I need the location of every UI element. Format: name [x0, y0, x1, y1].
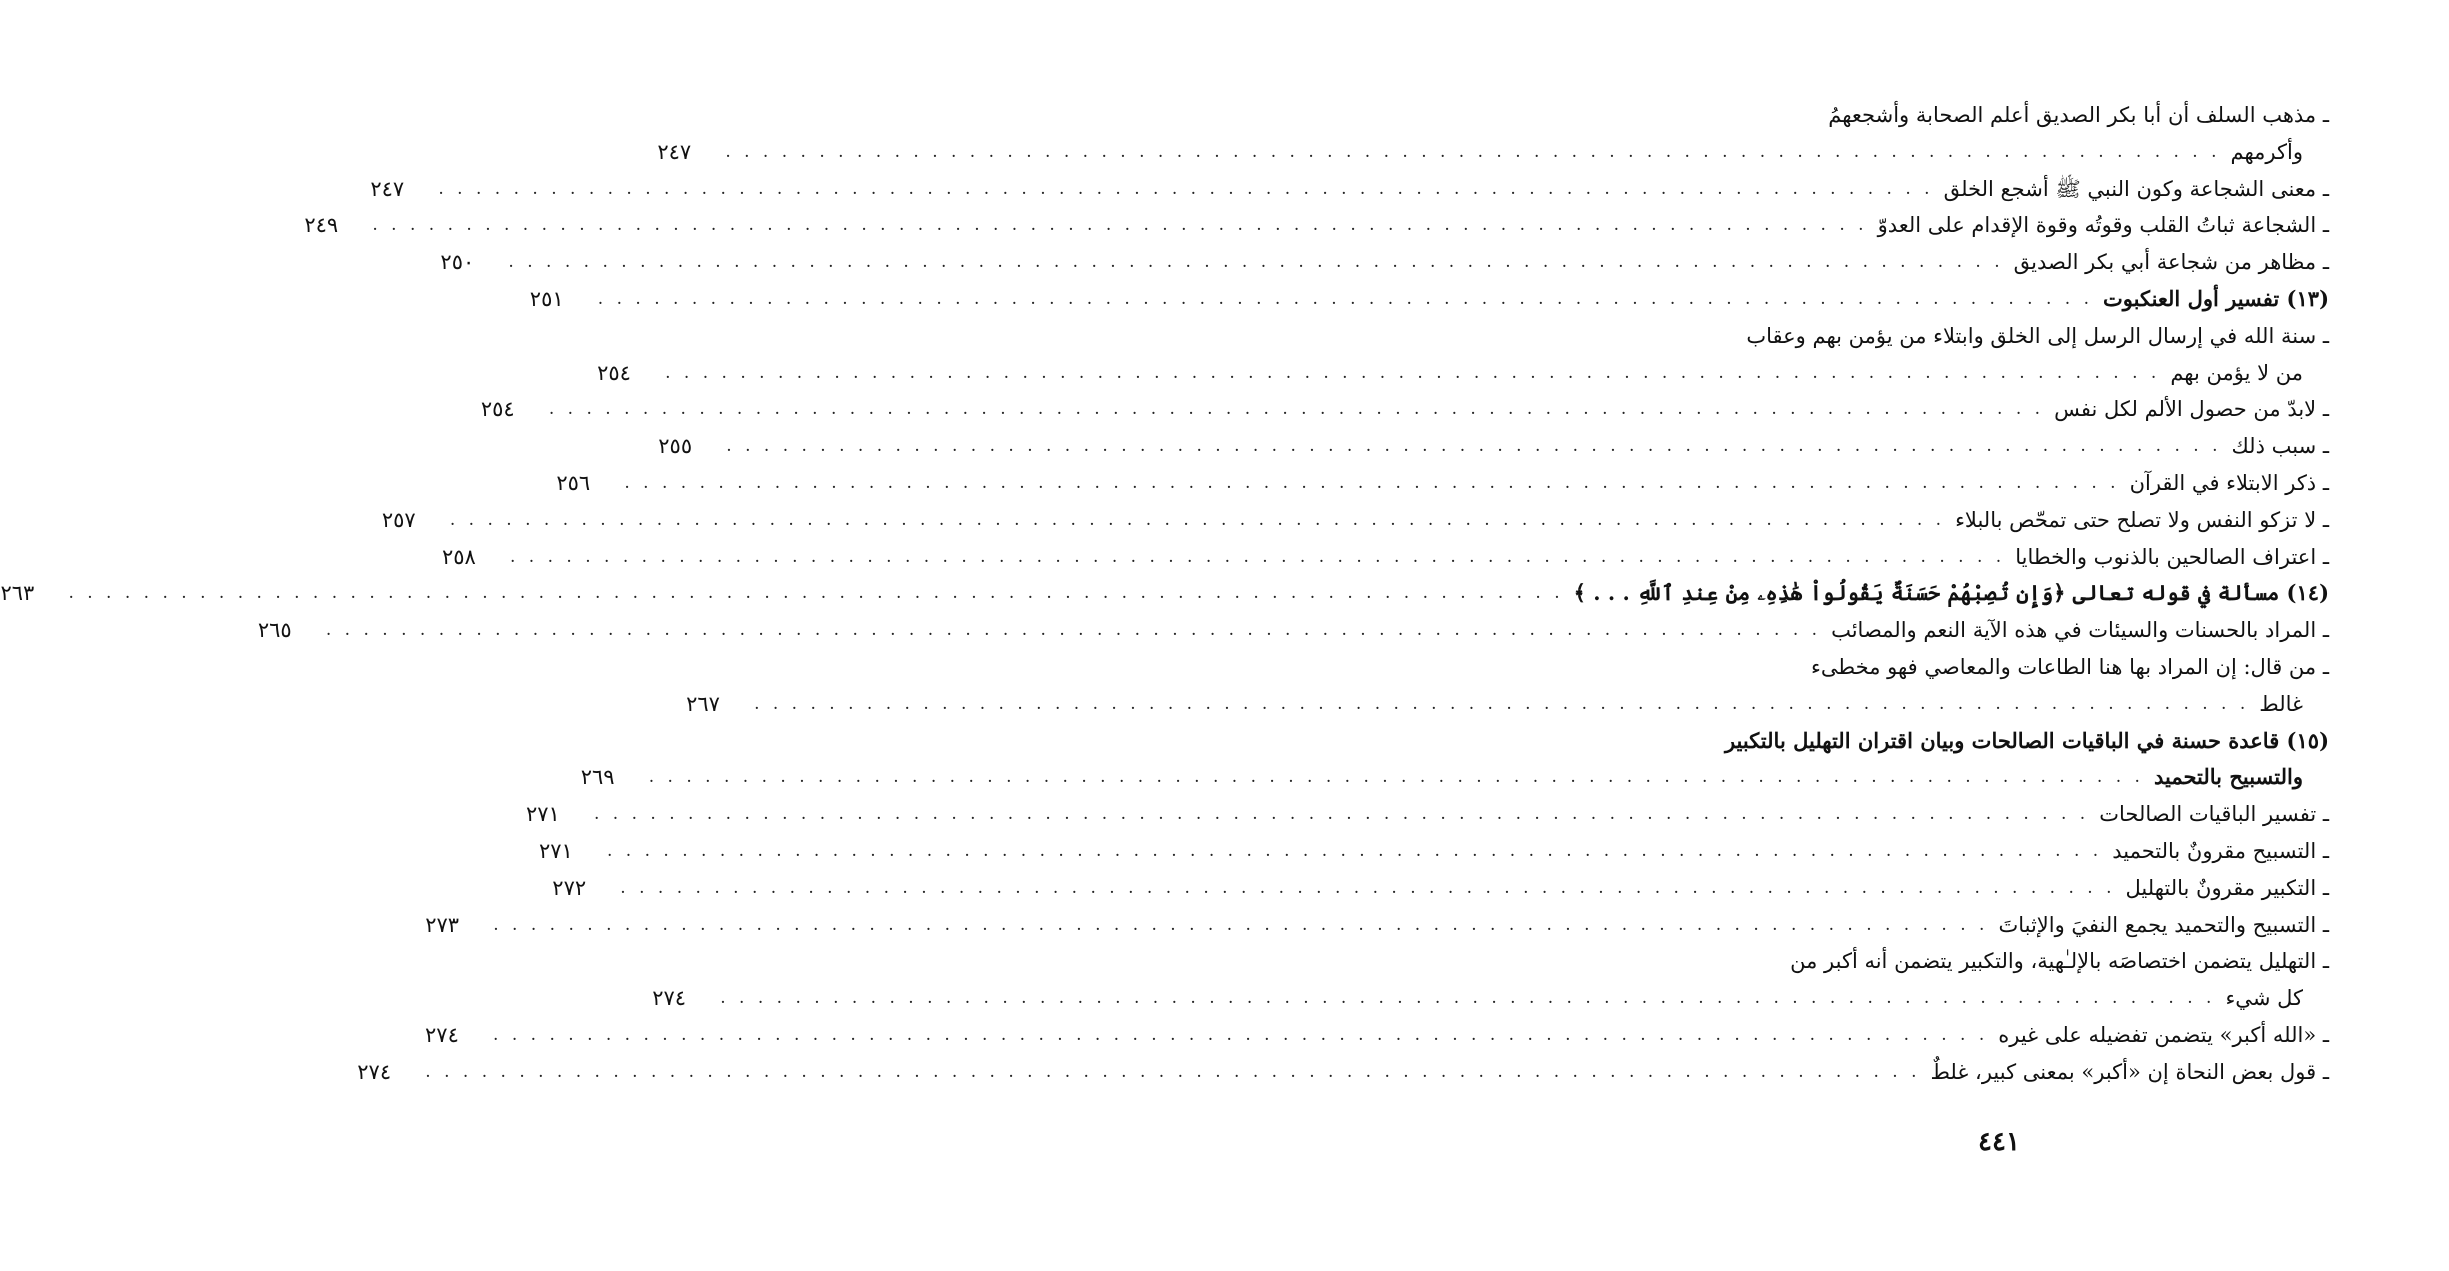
- toc-entry-line: [381, 502, 2329, 539]
- toc-page-number: ٢٧١: [539, 838, 573, 863]
- toc-entry-title: (١٣) تفسير أول العنكبوت: [2103, 285, 2329, 311]
- toc-entry-title: وأكرمهم: [2230, 139, 2303, 164]
- leader-dots: . . . . . . . . . . . . . . . . . . . . . . . . . . . . . . . . . . . . . . . . . . . . . . . . . . . . . . . . . . . . . . . . . . . . . . . . . . . . . . . .: [449, 509, 1946, 530]
- leader-dots: . . . . . . . . . . . . . . . . . . . . . . . . . . . . . . . . . . . . . . . . . . . . . . . . . . . . . . . . . . . . . . . . . . . . . . . . . . . . . . . .: [607, 840, 2103, 861]
- toc-page-number: ٢٥٤: [597, 360, 631, 385]
- toc-entry-title: ـ سنة الله في إرسال الرسل إلى الخلق وابتلاء من يؤمن بهم وعقاب: [1746, 323, 2329, 348]
- leader-dots: . . . . . . . . . . . . . . . . . . . . . . . . . . . . . . . . . . . . . . . . . . . . . . . . . . . . . . . . . . . . . . . . . . . . . . . . . . . . . . . .: [493, 1024, 1989, 1045]
- toc-entry-title: ـ سبب ذلك: [2231, 434, 2329, 459]
- toc-entry-title: ـ لا تزكو النفس ولا تصلح حتى تمحّص بالبلاء: [1955, 507, 2329, 532]
- toc-page-number: ٢٤٧: [657, 139, 692, 164]
- leader-dots: . . . . . . . . . . . . . . . . . . . . . . . . . . . . . . . . . . . . . . . . . . . . . . . . . . . . . . . . . . . . . . . . . . . . . . . . . . . . . . . .: [725, 141, 2221, 162]
- toc-entry-title: ـ قول بعض النحاة إن «أكبر» بمعنى كبير، غلطٌ: [1930, 1059, 2329, 1084]
- toc-entry-title: كل شيء: [2225, 986, 2303, 1011]
- toc-entry-title: (١٤) مسألة في قوله تعالى ﴿وَإِن تُصِبْهُمْ حَسَنَةٌ يَقُولُواْ هَٰذِهِۦ مِنْ عِندِ ٱللَّهِ . . . ﴾: [1573, 580, 2329, 606]
- toc-entry-title: ـ «الله أكبر» يتضمن تفضيله على غيره: [1998, 1022, 2329, 1047]
- toc-entry-line: [304, 207, 2329, 244]
- toc-entry-line: [526, 796, 2329, 833]
- toc-entry-line: [440, 244, 2329, 281]
- toc-heading-line: [0, 575, 2329, 612]
- toc-entry-line: [597, 355, 2329, 392]
- page-number: ٤٤١: [1978, 1127, 2020, 1157]
- toc-page-number: ٢٦٧: [686, 691, 720, 716]
- toc-page-number: ٢٥٨: [441, 544, 476, 569]
- toc-page-number: ٢٧٤: [357, 1059, 392, 1084]
- leader-dots: . . . . . . . . . . . . . . . . . . . . . . . . . . . . . . . . . . . . . . . . . . . . . . . . . . . . . . . . . . . . . . . . . . . . . . . . . . . . . . . .: [509, 546, 2006, 567]
- toc-entry-title: والتسبيح بالتحميد: [2153, 764, 2303, 790]
- toc-page-number: ٢٦٥: [257, 618, 292, 643]
- toc-page-number: ٢٦٩: [580, 765, 615, 790]
- toc-entry-title: ـ الشجاعة ثباتُ القلب وقوتُه وقوة الإقدام على العدوّ: [1877, 213, 2329, 238]
- leader-dots: . . . . . . . . . . . . . . . . . . . . . . . . . . . . . . . . . . . . . . . . . . . . . . . . . . . . . . . . . . . . . . . . . . . . . . . . . . . . . . . .: [665, 362, 2161, 383]
- toc-entry-title: غالط: [2259, 691, 2303, 716]
- toc-heading-line: [1659, 723, 2329, 760]
- toc-entry-title: ـ مذهب السلف أن أبا بكر الصديق أعلم الصحابة وأشجعهمُ: [1828, 103, 2329, 127]
- toc-entry-title: ـ اعتراف الصالحين بالذنوب والخطايا: [2015, 544, 2329, 569]
- toc-entry-line: [1659, 649, 2329, 686]
- leader-dots: . . . . . . . . . . . . . . . . . . . . . . . . . . . . . . . . . . . . . . . . . . . . . . . . . . . . . . . . . . . . . . . . . . . . . . . . . . . . . . . .: [68, 583, 1564, 604]
- leader-dots: . . . . . . . . . . . . . . . . . . . . . . . . . . . . . . . . . . . . . . . . . . . . . . . . . . . . . . . . . . . . . . . . . . . . . . . . . . . . . . . .: [508, 252, 2004, 273]
- toc-entry-line: [657, 134, 2329, 171]
- toc-entry-line: [539, 833, 2329, 870]
- toc-page-number: ٢٥٦: [556, 470, 591, 495]
- toc-entry-line: [1659, 97, 2329, 134]
- leader-dots: . . . . . . . . . . . . . . . . . . . . . . . . . . . . . . . . . . . . . . . . . . . . . . . . . . . . . . . . . . . . . . . . . . . . . . . . . . . . . . . .: [597, 288, 2094, 309]
- toc-entry-line: [425, 907, 2329, 944]
- toc-entry-title: ـ المراد بالحسنات والسيئات في هذه الآية النعم والمصائب: [1831, 618, 2329, 643]
- toc-entry-line: [552, 870, 2329, 907]
- toc-entry-line: [441, 539, 2329, 576]
- toc-heading-line: [529, 281, 2329, 318]
- leader-dots: . . . . . . . . . . . . . . . . . . . . . . . . . . . . . . . . . . . . . . . . . . . . . . . . . . . . . . . . . . . . . . . . . . . . . . . . . . . . . . . .: [620, 877, 2116, 898]
- toc-page-number: ٢٥٧: [381, 507, 416, 532]
- toc-page-number: ٢٧١: [526, 802, 560, 827]
- leader-dots: . . . . . . . . . . . . . . . . . . . . . . . . . . . . . . . . . . . . . . . . . . . . . . . . . . . . . . . . . . . . . . . . . . . . . . . . . . . . . . . .: [425, 1061, 1921, 1082]
- leader-dots: . . . . . . . . . . . . . . . . . . . . . . . . . . . . . . . . . . . . . . . . . . . . . . . . . . . . . . . . . . . . . . . . . . . . . . . . . . . . . . . .: [754, 693, 2250, 714]
- toc-heading-line: [580, 759, 2329, 796]
- toc-page-number: ٢٥٥: [658, 434, 693, 459]
- toc-page-number: ٢٤٧: [370, 176, 405, 201]
- toc-page-number: ٢٥٠: [440, 250, 475, 275]
- toc-entry-line: [480, 391, 2329, 428]
- leader-dots: . . . . . . . . . . . . . . . . . . . . . . . . . . . . . . . . . . . . . . . . . . . . . . . . . . . . . . . . . . . . . . . . . . . . . . . . . . . . . . . .: [548, 399, 2045, 420]
- toc-page-number: ٢٧٢: [552, 875, 587, 900]
- leader-dots: . . . . . . . . . . . . . . . . . . . . . . . . . . . . . . . . . . . . . . . . . . . . . . . . . . . . . . . . . . . . . . . . . . . . . . . . . . . . . . . .: [624, 472, 2120, 493]
- toc-entry-title: ـ مظاهر من شجاعة أبي بكر الصديق: [2013, 250, 2329, 275]
- toc-entry-line: [1659, 943, 2329, 980]
- toc-entry-line: [556, 465, 2329, 502]
- table-of-contents: [0, 97, 2329, 1091]
- toc-entry-line: [1659, 318, 2329, 355]
- toc-page-number: ٢٧٣: [425, 912, 460, 937]
- toc-entry-line: [257, 612, 2329, 649]
- toc-page-number: ٢٥٤: [480, 397, 515, 422]
- leader-dots: . . . . . . . . . . . . . . . . . . . . . . . . . . . . . . . . . . . . . . . . . . . . . . . . . . . . . . . . . . . . . . . . . . . . . . . . . . . . . . . .: [726, 436, 2222, 457]
- toc-entry-title: ـ التكبير مقرونٌ بالتهليل: [2125, 875, 2329, 900]
- toc-entry-title: ـ ذكر الابتلاء في القرآن: [2129, 470, 2329, 495]
- leader-dots: . . . . . . . . . . . . . . . . . . . . . . . . . . . . . . . . . . . . . . . . . . . . . . . . . . . . . . . . . . . . . . . . . . . . . . . . . . . . . . . .: [720, 988, 2216, 1009]
- leader-dots: . . . . . . . . . . . . . . . . . . . . . . . . . . . . . . . . . . . . . . . . . . . . . . . . . . . . . . . . . . . . . . . . . . . . . . . . . . . . . . . .: [438, 178, 1934, 199]
- toc-entry-title: (١٥) قاعدة حسنة في الباقيات الصالحات وبيان اقتران التهليل بالتكبير: [1724, 727, 2329, 753]
- leader-dots: . . . . . . . . . . . . . . . . . . . . . . . . . . . . . . . . . . . . . . . . . . . . . . . . . . . . . . . . . . . . . . . . . . . . . . . . . . . . . . . .: [648, 767, 2144, 788]
- toc-page-number: ٢٦٣: [0, 581, 35, 606]
- toc-entry-line: [658, 428, 2329, 465]
- leader-dots: . . . . . . . . . . . . . . . . . . . . . . . . . . . . . . . . . . . . . . . . . . . . . . . . . . . . . . . . . . . . . . . . . . . . . . . . . . . . . . . .: [325, 620, 1822, 641]
- toc-entry-title: ـ معنى الشجاعة وكون النبي ﷺ أشجع الخلق: [1943, 176, 2329, 201]
- toc-page-number: ٢٧٤: [425, 1022, 459, 1047]
- toc-entry-title: من لا يؤمن بهم: [2170, 360, 2303, 385]
- toc-entry-line: [370, 171, 2329, 208]
- toc-entry-title: ـ التسبيح مقرونٌ بالتحميد: [2112, 838, 2329, 863]
- toc-entry-title: ـ التهليل يتضمن اختصاصَه بالإلـٰهية، والتكبير يتضمن أنه أكبر من: [1790, 949, 2329, 974]
- toc-entry-line: [686, 686, 2329, 723]
- toc-page-number: ٢٤٩: [304, 213, 339, 238]
- leader-dots: . . . . . . . . . . . . . . . . . . . . . . . . . . . . . . . . . . . . . . . . . . . . . . . . . . . . . . . . . . . . . . . . . . . . . . . . . . . . . . . .: [372, 215, 1868, 236]
- leader-dots: . . . . . . . . . . . . . . . . . . . . . . . . . . . . . . . . . . . . . . . . . . . . . . . . . . . . . . . . . . . . . . . . . . . . . . . . . . . . . . . .: [594, 804, 2090, 825]
- toc-entry-line: [652, 980, 2329, 1017]
- toc-entry-line: [357, 1054, 2329, 1091]
- leader-dots: . . . . . . . . . . . . . . . . . . . . . . . . . . . . . . . . . . . . . . . . . . . . . . . . . . . . . . . . . . . . . . . . . . . . . . . . . . . . . . . .: [493, 914, 1989, 935]
- toc-page-number: ٢٧٤: [652, 986, 687, 1011]
- toc-entry-line: [425, 1017, 2329, 1054]
- toc-entry-title: ـ لابدّ من حصول الألم لكل نفس: [2054, 397, 2329, 422]
- toc-entry-title: ـ من قال: إن المراد بها هنا الطاعات والمعاصي فهو مخطىء: [1811, 654, 2329, 679]
- toc-entry-title: ـ التسبيح والتحميد يجمع النفيَ والإثباتَ: [1998, 912, 2329, 937]
- toc-page-number: ٢٥١: [529, 286, 564, 311]
- toc-entry-title: ـ تفسير الباقيات الصالحات: [2099, 802, 2329, 827]
